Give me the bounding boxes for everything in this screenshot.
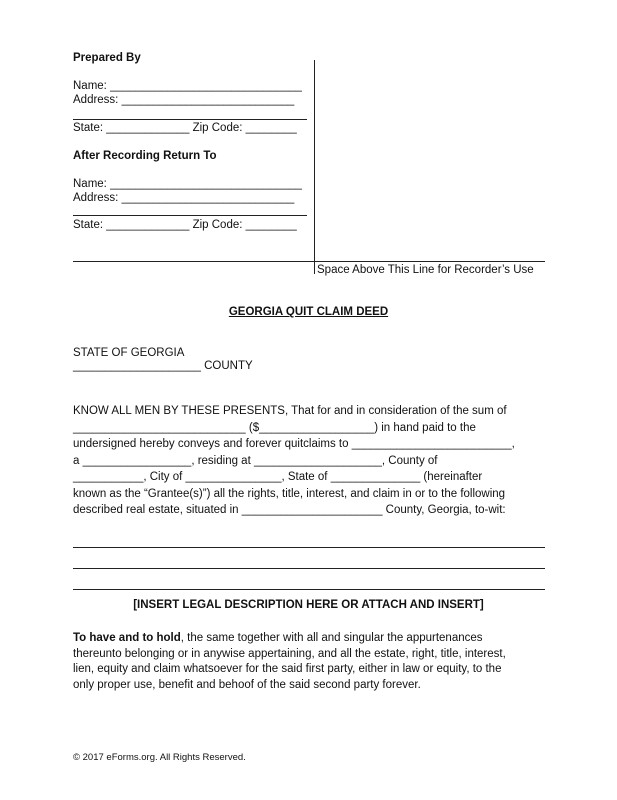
- habendum-line: , the same together with all and singular the appurtenances: [180, 632, 483, 644]
- consideration-line[interactable]: ___________, City of _______________, State of ______________ (hereinafter: [73, 471, 483, 483]
- prepared-by-address-field[interactable]: Address: ___________________________: [73, 94, 295, 106]
- legal-description-line[interactable]: [73, 547, 545, 548]
- return-to-address-field[interactable]: Address: ___________________________: [73, 192, 295, 204]
- consideration-line[interactable]: a _________________, residing at ____________________, County of: [73, 454, 438, 467]
- consideration-line[interactable]: ___________________________ ($__________________) in hand paid to the: [73, 421, 476, 434]
- return-to-address-line2[interactable]: [73, 215, 307, 216]
- return-to-state-zip-field[interactable]: State: _____________ Zip Code: ________: [73, 219, 297, 231]
- habendum-line: lien, equity and claim whatsoever for the said first party, either in law or equity, to the: [73, 663, 502, 675]
- prepared-by-state-zip-field[interactable]: State: _____________ Zip Code: ________: [73, 122, 297, 134]
- deed-title: GEORGIA QUIT CLAIM DEED: [228, 306, 389, 318]
- habendum-paragraph: [73, 631, 548, 693]
- return-to-heading: After Recording Return To: [73, 150, 217, 162]
- state-line: STATE OF GEORGIA: [73, 347, 185, 359]
- consideration-line[interactable]: described real estate, situated in ______________________ County, Georgia, to-wit:: [73, 504, 506, 516]
- habendum-line: thereunto belonging or in anywise appertaining, and all the estate, right, title, interest,: [73, 647, 506, 660]
- return-to-name-field[interactable]: Name: ______________________________: [73, 178, 302, 190]
- county-field[interactable]: ____________________ COUNTY: [73, 360, 253, 372]
- legal-description-line[interactable]: [73, 568, 545, 569]
- legal-description-instruction: [INSERT LEGAL DESCRIPTION HERE OR ATTACH AND INSERT]: [133, 599, 484, 611]
- habendum-lead: To have and to hold: [73, 632, 181, 644]
- prepared-by-name-field[interactable]: Name: ______________________________: [73, 80, 302, 92]
- copyright-footer: © 2017 eForms.org. All Rights Reserved.: [73, 752, 246, 763]
- recorder-divider-horizontal: [73, 261, 545, 262]
- prepared-by-heading: Prepared By: [73, 52, 141, 64]
- recorder-note: Space Above This Line for Recorder’s Use: [317, 264, 534, 276]
- consideration-line[interactable]: undersigned hereby conveys and forever quitclaims to _________________________,: [73, 438, 515, 450]
- habendum-line: only proper use, benefit and behoof of the said second party forever.: [73, 678, 421, 691]
- prepared-by-address-line2[interactable]: [73, 119, 307, 120]
- legal-description-line[interactable]: [73, 589, 545, 590]
- recorder-divider-vertical: [314, 60, 315, 274]
- consideration-line: known as the “Grantee(s)”) all the rights, title, interest, and claim in or to the following: [73, 487, 506, 500]
- consideration-paragraph: [73, 403, 548, 519]
- consideration-line: KNOW ALL MEN BY THESE PRESENTS, That for and in consideration of the sum of: [73, 405, 507, 417]
